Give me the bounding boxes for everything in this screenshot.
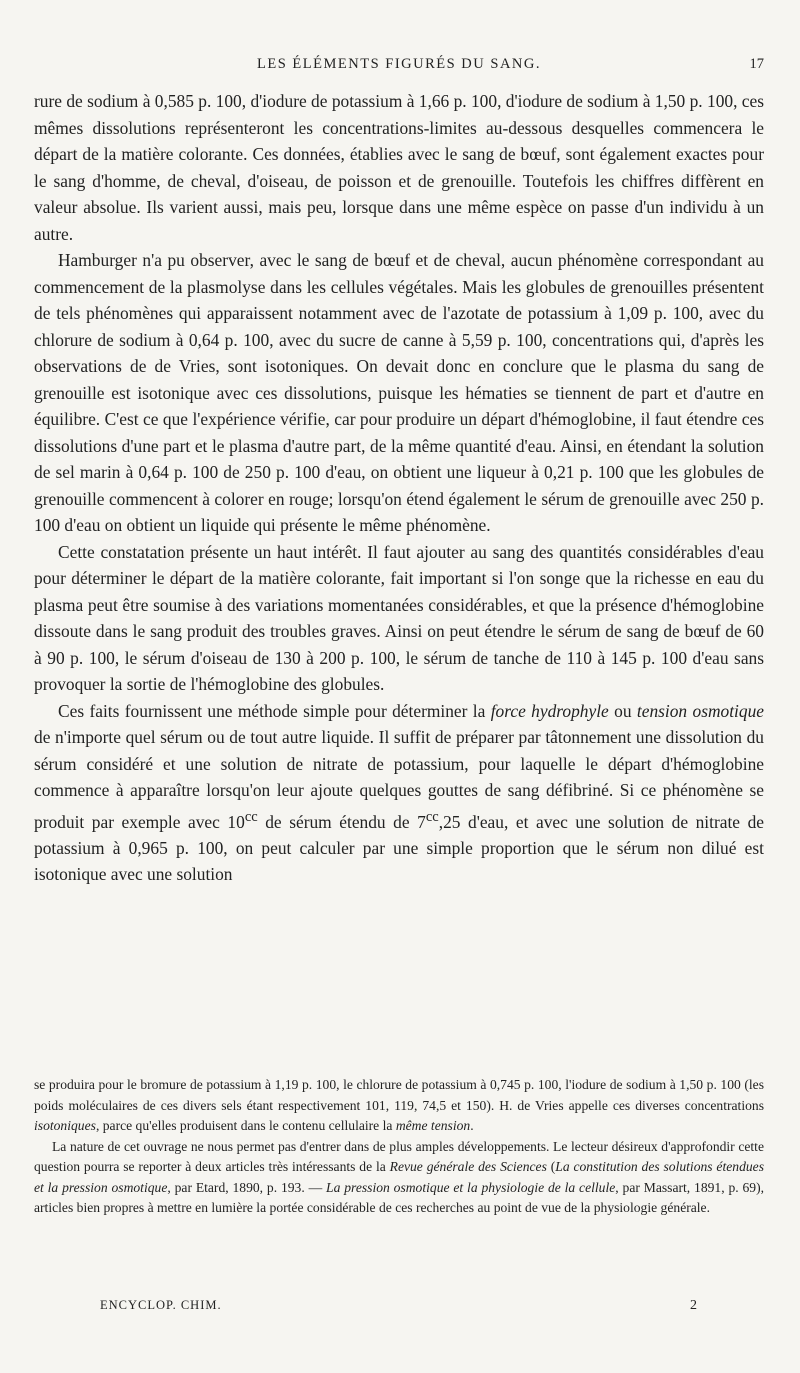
unit-cc: cc (244, 808, 258, 825)
main-text (34, 88, 764, 888)
footnote-1-text: se produira pour le bromure de potassium à 1,19 p. 100, le chlorure de potassium à 0,745 p. 100, l'iodure de sodium à 1,50 p. 100 (les poids moléculaires de ces divers sels étant respectivement 101, 119, 74,5 et 150). H. de Vries appelle ces diverses concentrations (34, 1077, 764, 1113)
article-title-etard: La constitution des solutions étendues et la pression osmotique (34, 1159, 764, 1195)
footnote-2-text: , par Etard, 1890, p. 193. — (167, 1179, 327, 1195)
footnote-1 (34, 1075, 764, 1137)
footnote-2 (34, 1137, 764, 1219)
term-meme-tension: même tension (395, 1118, 471, 1133)
footnote-2-text: , par Massart, 1891, p. 69), articles bien propres à mettre en lumière la portée considérable de ces recherches au point de vue de la physiologie générale. (34, 1179, 765, 1215)
paragraph-4 (34, 698, 764, 888)
footnote-1-text: . (470, 1118, 474, 1133)
footnote-2-text: ( (546, 1159, 556, 1174)
paragraph-4-text: Ces faits fournissent une méthode simple pour déterminer la (58, 700, 491, 721)
article-title-massart: La pression osmotique et la physiologie de la cellule (326, 1179, 616, 1195)
journal-title: Revue générale des Sciences (389, 1159, 547, 1174)
footnotes (34, 1075, 764, 1219)
unit-cc: cc (425, 808, 439, 825)
term-isotoniques: isotoniques (34, 1118, 96, 1133)
paragraph-4-text: ou (608, 700, 637, 721)
term-force-hydrophyle: force hydrophyle (490, 700, 609, 721)
footnote-2-text: La nature de cet ouvrage ne nous permet pas d'entrer dans de plus amples développements. Le lecteur désireux d'approfondir cette question pourra se reporter à deux articles très intéressants de la (34, 1138, 764, 1174)
paragraph-3: Cette constatation présente un haut intérêt. Il faut ajouter au sang des quantités considérables d'eau pour déterminer le départ de la matière colorante, fait important si l'on songe que la richesse en eau du plasma peut être soumise à des variations momentanées considérables, et que la présence d'hémoglobine dissoute dans le sang produit des troubles graves. Ainsi on peut étendre le sérum de sang de bœuf de 60 à 90 p. 100, le sérum d'oiseau de 130 à 200 p. 100, le sérum de tanche de 110 à 145 p. 100 d'eau sans provoquer la sortie de l'hémoglobine des globules. (34, 541, 764, 694)
footer-signature: ENCYCLOP. CHIM. (100, 1298, 222, 1312)
paragraph-4-text: de n'importe quel sérum ou de tout autre liquide. Il suffit de préparer par tâtonnement une dissolution du sérum considéré et une solution de nitrate de potassium, pour laquelle le départ d'hémoglobine commence à apparaître lorsqu'on leur ajoute quelques gouttes de sang défibriné. Si ce phénomène se produit par exemple avec 10 (34, 727, 764, 832)
page-number: 17 (749, 56, 764, 72)
paragraph-4-text: ,25 d'eau, et avec une solution de nitrate de potassium à 0,965 p. 100, on peut calculer par une simple proportion que le sérum non dilué est isotonique avec une solution (34, 811, 764, 885)
running-header (34, 56, 764, 80)
page-footer (100, 1298, 698, 1318)
sheet-number: 2 (690, 1298, 698, 1313)
footnote-1-text: , parce qu'elles produisent dans le contenu cellulaire la (95, 1118, 396, 1133)
term-tension-osmotique: tension osmotique (636, 700, 764, 721)
running-title: LES ÉLÉMENTS FIGURÉS DU SANG. (257, 56, 541, 72)
paragraph-4-text: de sérum étendu de 7 (257, 811, 426, 832)
paragraph-1: rure de sodium à 0,585 p. 100, d'iodure de potassium à 1,66 p. 100, d'iodure de sodium à 1,50 p. 100, ces mêmes dissolutions représenteront les concentrations-limites au-dessous desquelles commencera le départ de la matière colorante. Ces données, établies avec le sang de bœuf, sont également exactes pour le sang d'homme, de cheval, d'oiseau, de poisson et de grenouille. Toutefois les chiffres diffèrent en valeur absolue. Ils varient aussi, mais peu, lorsque dans une même espèce on passe d'un individu à un autre. (34, 91, 764, 244)
paragraph-2: Hamburger n'a pu observer, avec le sang de bœuf et de cheval, aucun phénomène correspondant au commencement de la plasmolyse dans les cellules végétales. Mais les globules de grenouilles présentent de tels phénomènes qui apparaissent notamment avec de l'azotate de potassium à 1,09 p. 100, avec du chlorure de sodium à 0,64 p. 100, avec du sucre de canne à 5,59 p. 100, concentrations qui, d'après les observations de de Vries, sont isotoniques. On devait donc en conclure que le plasma du sang de grenouille est isotonique avec ces dissolutions, puisque les hématies se tiennent de part et d'autre en équilibre. C'est ce que l'expérience vérifie, car pour produire un départ d'hémoglobine, il faut étendre ces dissolutions d'une part et le plasma d'autre part, de la même quantité d'eau. Ainsi, en étendant la solution de sel marin à 0,64 p. 100 de 250 p. 100 d'eau, on obtient une liqueur à 0,21 p. 100 que les globules de grenouille commencent à colorer en rouge; lorsqu'on étend également le sérum de grenouille avec 250 p. 100 d'eau on obtient un liquide qui présente le même phénomène. (34, 250, 764, 535)
